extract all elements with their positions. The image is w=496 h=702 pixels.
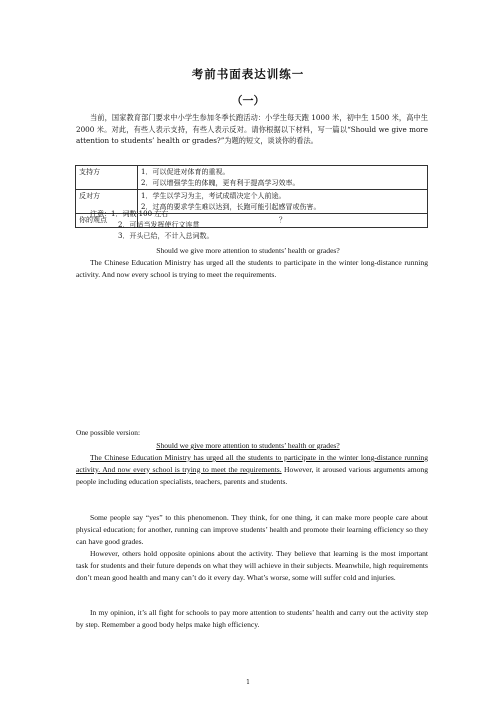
sample-paragraph-4: In my opinion, it’s all fight for schools to pay more attention to students’ health and carry out the activity step by step. Remember a good body helps make high efficiency. (76, 608, 428, 629)
note-item: 3．开头已给，不计入总词数。 (118, 232, 214, 240)
row-content (138, 166, 428, 190)
note-item: 2．可适当发挥使行文连贯 (118, 221, 200, 229)
sample-paragraph-3: However, others hold opposite opinions about the activity. They believe that learning is the most important task for students and their future depends on what they will achieve in their subjects. Meanwhile, high requirements don’t mean good health and many can’t do it every day. What’s worse, some will suffer cold and injuries. (76, 549, 428, 582)
page-number: 1 (246, 679, 250, 686)
sample-label: One possible version: (76, 428, 141, 437)
list-item: 2．可以增强学生的体魄，更有利于提高学习效率。 (141, 178, 300, 187)
notes (90, 209, 213, 242)
page-title: 考前书面表达训练一 (191, 67, 305, 81)
given-opening: The Chinese Education Ministry has urged all the students to participate in the winter long-distance running activity. And now every school is trying to meet the requirements. (76, 258, 428, 279)
row-content: ？ (138, 214, 428, 228)
notes-label: 注意： (90, 210, 111, 218)
row-header: 反对方 (76, 190, 138, 214)
section-number: （一） (231, 94, 265, 107)
sample-title-text: Should we give more attention to students’ health or grades? (156, 441, 340, 450)
row-header: 你的观点 (76, 214, 138, 228)
paragraph-text: However, it aroused various arguments among people including education specialists, teachers, parents and students. (76, 464, 428, 486)
sample-paragraph-1 (76, 452, 428, 487)
sample-title (0, 440, 496, 452)
list-item: 2．过高的要求学生难以达到，长跑可能引起感冒或伤害。 (141, 202, 321, 211)
row-header: 支持方 (76, 166, 138, 190)
task-prompt: 当前，国家教育部门要求中小学生参加冬季长跑活动：小学生每天跑 1000 米，初中生 1500 米，高中生 2000 米。对此，有些人表示支持，有些人表示反对。请你根据以下材料，写一篇以“Should we give more attention to students’ health or grades?”为题的短文，谈谈你的看法。 (76, 113, 428, 145)
table-row (76, 166, 428, 190)
list-item: 1．学生以学习为主，考试成绩决定个人前途。 (141, 192, 286, 200)
note-item: 1．词数 100 左右 (111, 210, 169, 218)
sample-paragraph-2: Some people say “yes” to this phenomenon. They think, for one thing, it can make more people care about physical education; for another, running can improve students’ health and promote their learning efficiency so they can have good grades. (76, 513, 428, 546)
essay-title: Should we give more attention to students’ health or grades? (156, 246, 340, 255)
underlined-opening: The Chinese Education Ministry has urged all the students to participate in the winter long-distance running activity. And now every school is trying to meet the requirements. (76, 453, 428, 474)
list-item: 1．可以促进对体育的重视。 (141, 168, 230, 176)
